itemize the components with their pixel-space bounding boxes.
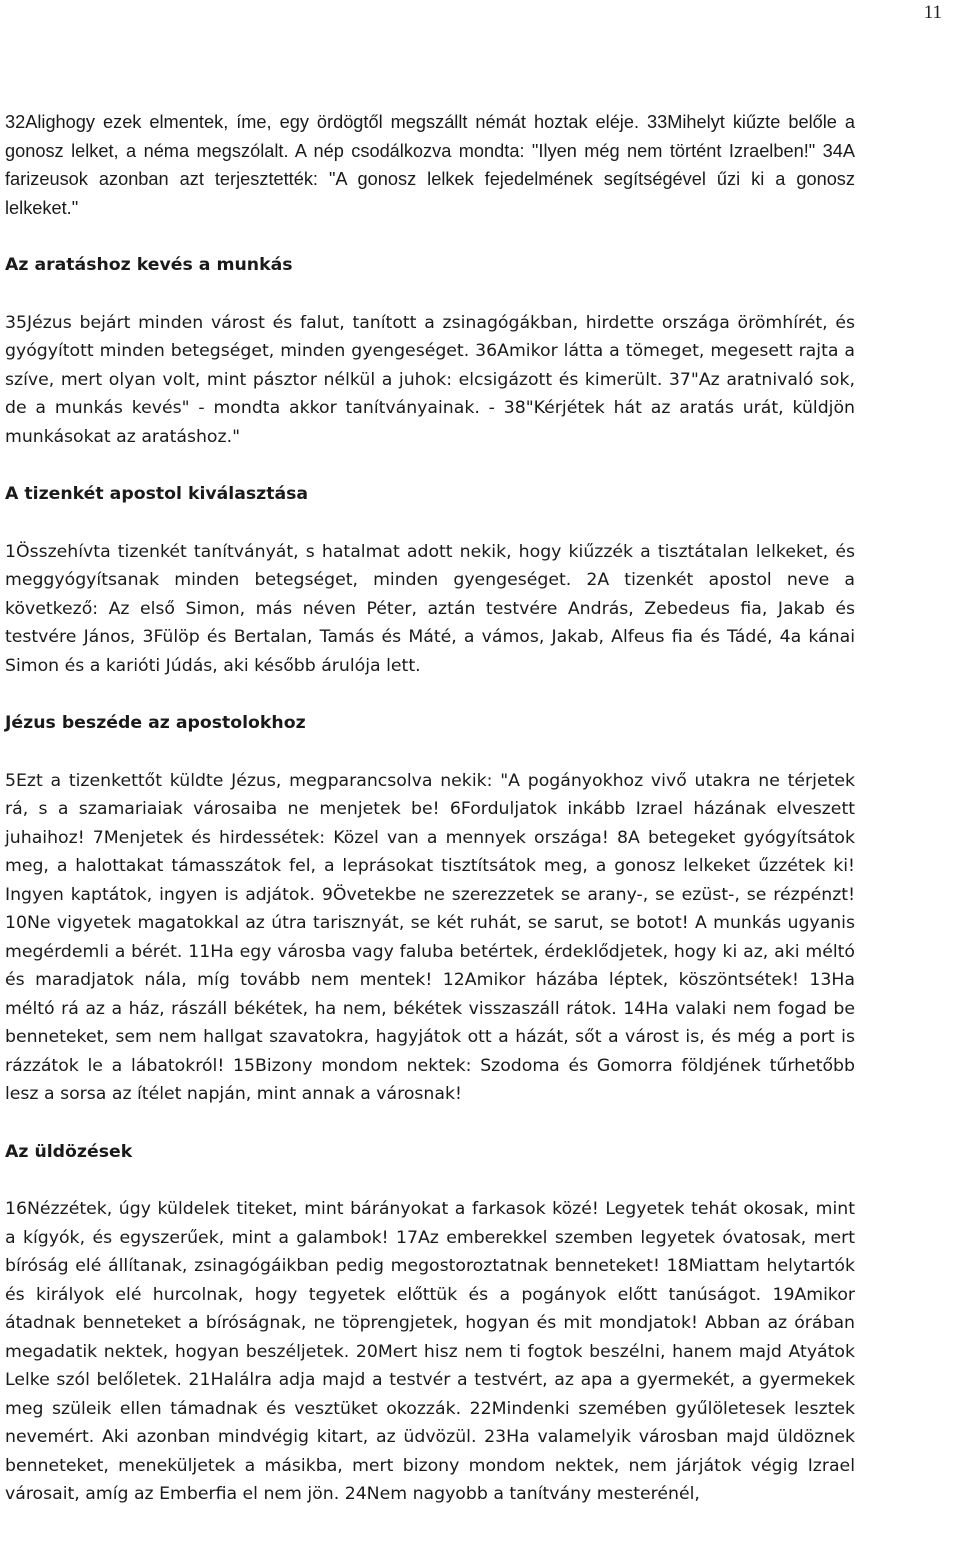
spacer (5, 1109, 855, 1138)
document-body (5, 108, 855, 1509)
spacer (5, 280, 855, 309)
paragraph-verses-32-34: 32Alighogy ezek elmentek, íme, egy ördögtől megszállt némát hoztak eléje. 33Mihelyt kiűzte belőle a gonosz lelket, a néma megszólalt. A nép csodálkozva mondta: "Ilyen még nem történt Izraelben!" 34A farizeusok azonban azt terjesztették: "A gonosz lelkek fejedelmének segítségével űzi ki a gonosz lelkeket." (5, 112, 855, 218)
section-heading-persecutions: Az üldözések (5, 1141, 133, 1162)
spacer (5, 1166, 855, 1195)
spacer (5, 509, 855, 538)
paragraph-verses-5-15: 5Ezt a tizenkettőt küldte Jézus, megparancsolva nekik: "A pogányokhoz vivő utakra ne térjetek rá, s a szamariaiak városaiba ne menjetek be! 6Forduljatok inkább Izrael házának elveszett juhaihoz! 7Menjetek és hirdessétek: Közel van a mennyek országa! 8A betegeket gyógyítsátok meg, a halottakat támasszátok fel, a leprásokat tisztítsátok meg, a gonosz lelkeket űzzétek ki! Ingyen kaptátok, ingyen is adjátok. 9Övetekbe ne szerezzetek se arany-, se ezüst-, se rézpénzt! 10Ne vigyetek magatokkal az útra tarisznyát, se két ruhát, se sarut, se botot! A munkás ugyanis megérdemli a bérét. 11Ha egy városba vagy faluba betértek, érdeklődjetek, hogy ki az, aki méltó és maradjatok nála, míg tovább nem mentek! 12Amikor házába léptek, köszöntsétek! 13Ha méltó rá az a ház, rászáll békétek, ha nem, békétek visszaszáll rátok. 14Ha valaki nem fogad be benneteket, sem nem hallgat szavatokra, hagyjátok ott a házát, sőt a várost is, és még a port is rázzátok le a lábatokról! 15Bizony mondom nektek: Szodoma és Gomorra földjének tűrhetőbb lesz a sorsa az ítélet napján, mint annak a városnak! (5, 770, 855, 1104)
spacer (5, 222, 855, 251)
page-number: 11 (923, 2, 942, 23)
spacer (5, 738, 855, 767)
spacer (5, 451, 855, 480)
paragraph-verses-35-38: 35Jézus bejárt minden várost és falut, tanított a zsinagógákban, hirdette országa örömhírét, és gyógyított minden betegséget, minden gyengeséget. 36Amikor látta a tömeget, megesett rajta a szíve, mert olyan volt, mint pásztor nélkül a juhok: elcsigázott és kimerült. 37"Az aratnivaló sok, de a munkás kevés" - mondta akkor tanítványainak. - 38"Kérjétek hát az aratás urát, küldjön munkásokat az aratáshoz." (5, 312, 855, 447)
section-heading-harvest: Az aratáshoz kevés a munkás (5, 255, 293, 275)
paragraph-verses-16-24: 16Nézzétek, úgy küldelek titeket, mint bárányokat a farkasok közé! Legyetek tehát okosak, mint a kígyók, és egyszerűek, mint a galambok! 17Az emberekkel szemben legyetek óvatosak, mert bíróság elé állítanak, zsinagógáikban pedig megostoroztatnak benneteket! 18Miattam helytartók és királyok elé hurcolnak, hogy tegyetek előttük és a pogányok előtt tanúságot. 19Amikor átadnak benneteket a bíróságnak, ne töprengjetek, hogyan és mit mondjatok! Abban az órában megadatik nektek, hogyan beszéljetek. 20Mert hisz nem ti fogtok beszélni, hanem majd Atyátok Lelke szól belőletek. 21Halálra adja majd a testvér a testvért, az apa a gyermekét, a gyermekek meg szüleik ellen támadnak és vesztüket okozzák. 22Mindenki szemében gyűlöletesek lesztek nevemért. Aki azonban mindvégig kitart, az üdvözül. 23Ha valamelyik városban majd üldöznek benneteket, meneküljetek a másikba, mert bizony mondom nektek, nem járjátok végig Izrael városait, amíg az Emberfia el nem jön. 24Nem nagyobb a tanítvány mesterénél, (5, 1199, 855, 1504)
paragraph-verses-1-4: 1Összehívta tizenkét tanítványát, s hatalmat adott nekik, hogy kiűzzék a tisztátalan lelkeket, és meggyógyítsanak minden betegséget, minden gyengeséget. 2A tizenkét apostol neve a következő: Az első Simon, más néven Péter, aztán testvére András, Zebedeus fia, Jakab és testvére János, 3Fülöp és Bertalan, Tamás és Máté, a vámos, Jakab, Alfeus fia és Tádé, 4a kánai Simon és a karióti Júdás, aki később árulója lett. (5, 541, 855, 676)
section-heading-twelve-apostles: A tizenkét apostol kiválasztása (5, 484, 309, 504)
spacer (5, 680, 855, 709)
section-heading-speech-to-apostles: Jézus beszéde az apostolokhoz (5, 713, 306, 733)
